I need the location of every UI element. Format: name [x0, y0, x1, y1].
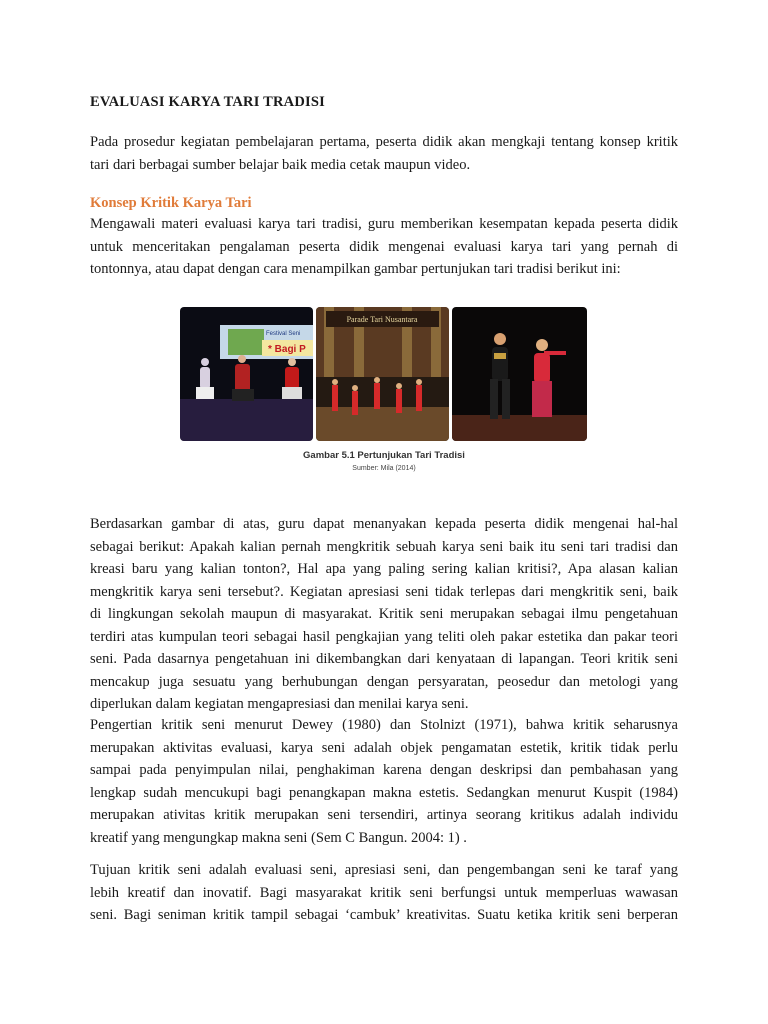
text-line: seni. Bagi seniman kritik tampil sebagai ‘cambuk’ kreativitas. Suatu ketika kritik seni berperan	[90, 907, 678, 923]
text-line: Pada prosedur kegiatan pembelajaran pertama, peserta didik akan mengkaji tentang konsep kritik	[90, 134, 678, 150]
banner-text: * Bagi P	[268, 344, 306, 355]
text-line: diperlukan dalam kegiatan mengapresiasi dan menilai karya seni.	[90, 696, 469, 712]
text-line: lebih kreatif dan inovatif. Bagi masyarakat kritik seni berfungsi untuk memperluas wawasan	[90, 884, 678, 901]
paragraph-2	[90, 513, 678, 716]
text-line: kreasi baru yang kalian tonton?, Hal apa yang paling sering kalian kritisi?, Apa alasan kalian	[90, 561, 678, 577]
text-line: tontonnya, atau dapat dengan cara menampilkan gambar pertunjukan tari tradisi berikut ini:	[90, 261, 621, 277]
text-line: lengkap sudah mencukupi bagi penangkapan makna estetis. Sedangkan menurut Kuspit (1984)	[90, 784, 678, 801]
banner-text: Festival Seni	[266, 331, 301, 337]
dance-photo-1	[180, 307, 313, 441]
dance-photo-2	[316, 307, 449, 441]
text-line: kreatif yang mengungkap makna seni (Sem C Bangun. 2004: 1) .	[90, 829, 467, 846]
figure-source: Sumber: Mila (2014)	[352, 465, 416, 472]
text-line: sebagai berikut: Apakah kalian pernah mengkritik sebuah karya seni baik itu seni tari tradisi dan	[90, 538, 678, 555]
intro-paragraph	[90, 131, 678, 176]
dance-photo-3	[452, 307, 587, 441]
text-line: terdiri atas kumpulan teori sebagai hasil pengkajian yang teliti oleh pakar estetika dan pakar teori	[90, 628, 678, 645]
section-paragraph	[90, 213, 678, 281]
text-line: Mengawali materi evaluasi karya tari tradisi, guru memberikan kesempatan kepada peserta didik	[90, 216, 678, 232]
section-heading: Konsep Kritik Karya Tari	[90, 195, 252, 211]
text-line: mencakup juga sesuatu yang berhubungan dengan persyaratan, peosedur dan metologi yang	[90, 673, 678, 690]
text-line: Pengertian kritik seni menurut Dewey (1980) dan Stolnizt (1971), bahwa kritik seharusnya	[90, 717, 678, 733]
paragraph-3	[90, 714, 678, 849]
banner-text: Parade Tari Nusantara	[346, 315, 418, 324]
text-line: merupakan aktivitas evaluasi, karya seni adalah objek pengamatan estetik, kritik tidak perlu	[90, 739, 678, 756]
text-line: tari dari berbagai sumber belajar baik media cetak maupun video.	[90, 156, 471, 173]
text-line: sampai pada penyimpulan nilai, penghakiman karena dengan deskripsi dan pembahasan yang	[90, 762, 678, 778]
photo-strip	[180, 307, 587, 441]
text-line: di lingkungan sekolah maupun di masyarakat. Kritik seni merupakan sebagai ilmu pengetahuan	[90, 606, 678, 622]
text-line: Berdasarkan gambar di atas, guru dapat menanyakan kepada peserta didik mengenai hal-hal	[90, 516, 678, 532]
paragraph-4	[90, 859, 678, 927]
figure-caption: Gambar 5.1 Pertunjukan Tari Tradisi	[303, 450, 465, 461]
text-line: Tujuan kritik seni adalah evaluasi seni, apresiasi seni, dan pengembangan seni ke taraf yang	[90, 862, 678, 878]
text-line: untuk menceritakan pengalaman peserta didik mengenai evaluasi karya tari yang pernah di	[90, 238, 678, 255]
text-line: merupakan ativitas kritik merupakan seni tersendiri, artinya seorang kritikus adalah individu	[90, 807, 678, 823]
text-line: seni. Pada dasarnya pengetahuan ini dikembangkan dari kenyataan di lapangan. Teori kritik seni	[90, 651, 678, 667]
document-title: EVALUASI KARYA TARI TRADISI	[90, 94, 325, 110]
text-line: mengkritik karya seni tersebut?. Kegiatan apresiasi seni tidak terlepas dari mengkritik seni, baik	[90, 583, 678, 600]
